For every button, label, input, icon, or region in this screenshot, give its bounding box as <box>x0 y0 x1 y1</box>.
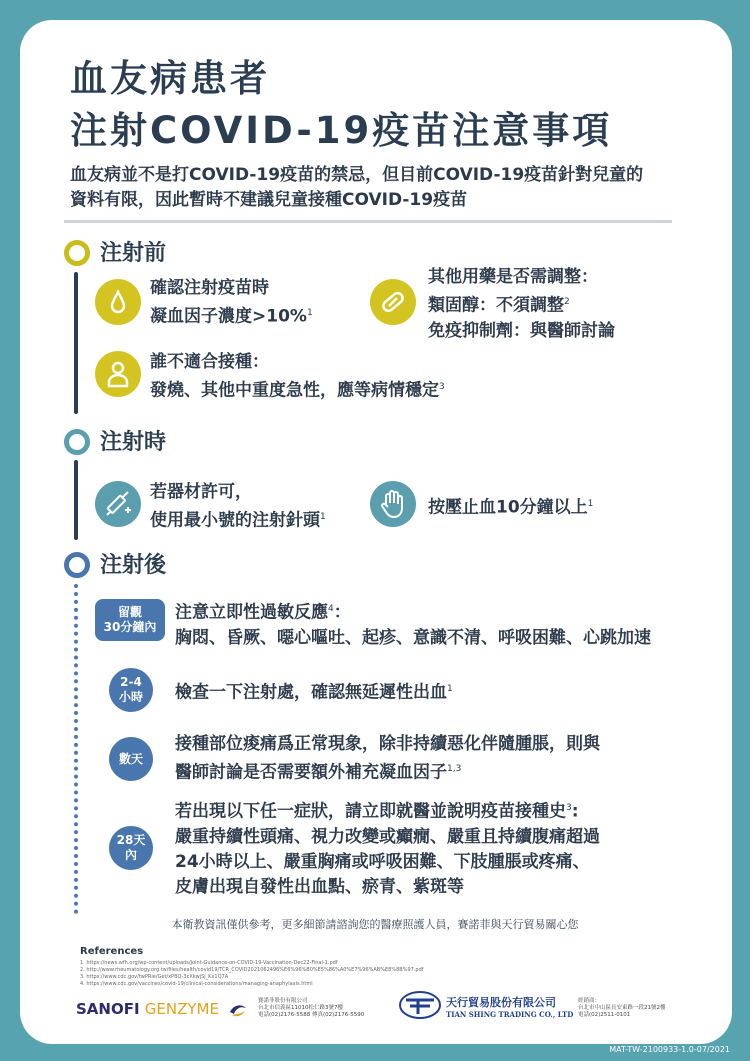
sanofi-genzyme-logo: SANOFI GENZYME <box>76 1000 219 1018</box>
before-item-1 <box>150 276 313 330</box>
after-row-1-line-2: 胸悶、昏厥、噁心嘔吐、起疹、意識不清、呼吸困難、心跳加速 <box>175 627 651 648</box>
title-line-2: 注射COVID-19疫苗注意事項 <box>70 109 613 152</box>
tianshing-name-en: TIAN SHING TRADING CO., LTD <box>446 1010 574 1019</box>
days-badge <box>109 737 153 781</box>
tianshing-logo-icon <box>398 990 442 1024</box>
person-icon <box>95 351 141 397</box>
tianshing-contact <box>578 998 666 1019</box>
after-row-3-line-1: 接種部位痠痛爲正常現象，除非持續惡化伴隨腫脹，則與 <box>175 734 600 754</box>
intro-line-2: 資料有限，因此暫時不建議兒童接種COVID-19疫苗 <box>70 190 468 210</box>
after-row-2: 檢查一下注射處，確認無延遲性出血$^1$ <box>175 682 453 703</box>
after-row-4-line-4: 皮膚出現自發性出血點、瘀青、紫斑等 <box>175 876 464 897</box>
timeline-line-before <box>74 272 78 414</box>
intro-line-1: 血友病並不是打COVID-19疫苗的禁忌，但目前COVID-19疫苗針對兒童的 <box>70 165 644 185</box>
before-item-2-line-3: 免疫抑制劑：與醫師討論 <box>428 320 615 341</box>
tianshing-address: 台北市中山區長安東路一段21號2樓 <box>578 1005 666 1011</box>
pill-icon <box>370 279 416 325</box>
observe-badge-line-1: 留觀 <box>117 605 142 619</box>
section-marker-during <box>64 429 90 455</box>
after-row-4-line-3: 24小時以上、嚴重胸痛或呼吸困難、下肢腫脹或疼痛、 <box>175 851 590 872</box>
during-item-1-line-2: 使用最小號的注射針頭$^1$ <box>150 510 326 531</box>
during-item-1 <box>150 480 326 534</box>
before-item-1-line-1: 確認注射疫苗時 <box>150 278 269 298</box>
hand-icon <box>370 481 416 527</box>
tianshing-distributor: 經銷商： <box>578 998 601 1004</box>
before-item-3 <box>150 350 445 404</box>
hours-badge <box>109 668 153 712</box>
material-code: MAT-TW-2100933-1.0-07/2021 <box>609 1045 730 1054</box>
after-row-4 <box>175 796 600 900</box>
before-item-3-line-2: 發燒、其他中重度急性，應等病情穩定$^3$ <box>150 380 445 401</box>
syringe-icon <box>95 481 141 527</box>
observe-badge <box>95 599 165 641</box>
divider <box>64 220 672 223</box>
section-title-before: 注射前 <box>100 241 167 266</box>
after-row-3 <box>175 732 600 786</box>
before-item-2 <box>428 265 615 344</box>
section-title-after: 注射後 <box>100 553 167 578</box>
disclaimer: 本衛教資訊僅供參考，更多細節請諮詢您的醫療照護人員，賽諾菲與天行貿易關心您 <box>171 918 579 931</box>
tianshing-name-zh: 天行貿易股份有限公司 <box>446 996 556 1009</box>
after-row-1 <box>175 597 651 651</box>
timeline-dots-after <box>74 584 78 914</box>
28-days-badge-line-1: 28天 <box>116 833 146 847</box>
reference-2: 2. http://www.rheumatology.org.tw/files/health/covid19/TCR_COVID2021062496%E6%96%B0%E5%86%A0%E7%96%AB%E8%8B%97.pdf <box>80 967 424 973</box>
sanofi-phone: 電話(02)2176-5588 傳真(02)2176-5590 <box>258 1012 365 1018</box>
days-badge-label: 數天 <box>118 751 143 766</box>
hours-badge-line-2: 小時 <box>118 690 143 704</box>
tianshing-name <box>446 994 573 1019</box>
28-days-badge-line-2: 內 <box>124 848 137 862</box>
reference-1: 1. https://news.wfh.org/wp-content/uploads/Joint-Guidance-on-COVID-19-Vaccination-Dec22-Final-1.pdf <box>80 960 338 966</box>
after-row-1-line-1: 注意立即性過敏反應$^4$： <box>175 602 351 623</box>
sanofi-company: 賽諾菲股份有限公司 <box>258 998 308 1004</box>
reference-4: 4. https://www.cdc.gov/vaccines/covid-19/clinical-considerations/managing-anaphylaxis.html <box>80 981 313 987</box>
hours-badge-line-1: 2-4 <box>120 675 142 689</box>
drop-icon <box>95 279 141 325</box>
observe-badge-line-2: 30分鐘內 <box>103 620 157 634</box>
before-item-2-line-1: 其他用藥是否需調整： <box>428 267 598 287</box>
after-row-4-line-1: 若出現以下任一症狀，請立即就醫並說明疫苗接種史$^3$: <box>175 801 579 822</box>
before-item-2-line-2: 類固醇：不須調整$^2$ <box>428 295 570 316</box>
references-heading: References <box>80 946 144 957</box>
sanofi-swirl-icon <box>228 1000 248 1024</box>
during-item-2: 按壓止血10分鐘以上$^1$ <box>428 497 594 518</box>
section-marker-after <box>64 552 90 578</box>
after-row-4-line-2: 嚴重持續性頭痛、視力改變或癲癇、嚴重且持續腹痛超過 <box>175 826 600 847</box>
before-item-1-line-2: 凝血因子濃度>10%$^1$ <box>150 306 313 327</box>
title-line-1: 血友病患者 <box>70 57 270 100</box>
reference-3: 3. https://www.cdc.gov/twPRie/Get/xPBQ-3cXkwjSj_Kx1Q7A <box>80 974 229 980</box>
sanofi-contact <box>258 998 364 1019</box>
timeline-line-during <box>74 460 78 540</box>
section-title-during: 注射時 <box>100 430 167 455</box>
28-days-badge <box>109 826 153 870</box>
sanofi-address: 台北市信義區11010松仁路3號7樓 <box>258 1005 343 1011</box>
before-item-3-line-1: 誰不適合接種： <box>150 352 269 372</box>
after-row-3-line-2: 醫師討論是否需要額外補充凝血因子$^{1,3}$ <box>175 762 462 783</box>
tianshing-phone: 電話(02)2511-0101 <box>578 1012 631 1018</box>
during-item-1-line-1: 若器材許可， <box>150 482 252 502</box>
section-marker-before <box>64 240 90 266</box>
